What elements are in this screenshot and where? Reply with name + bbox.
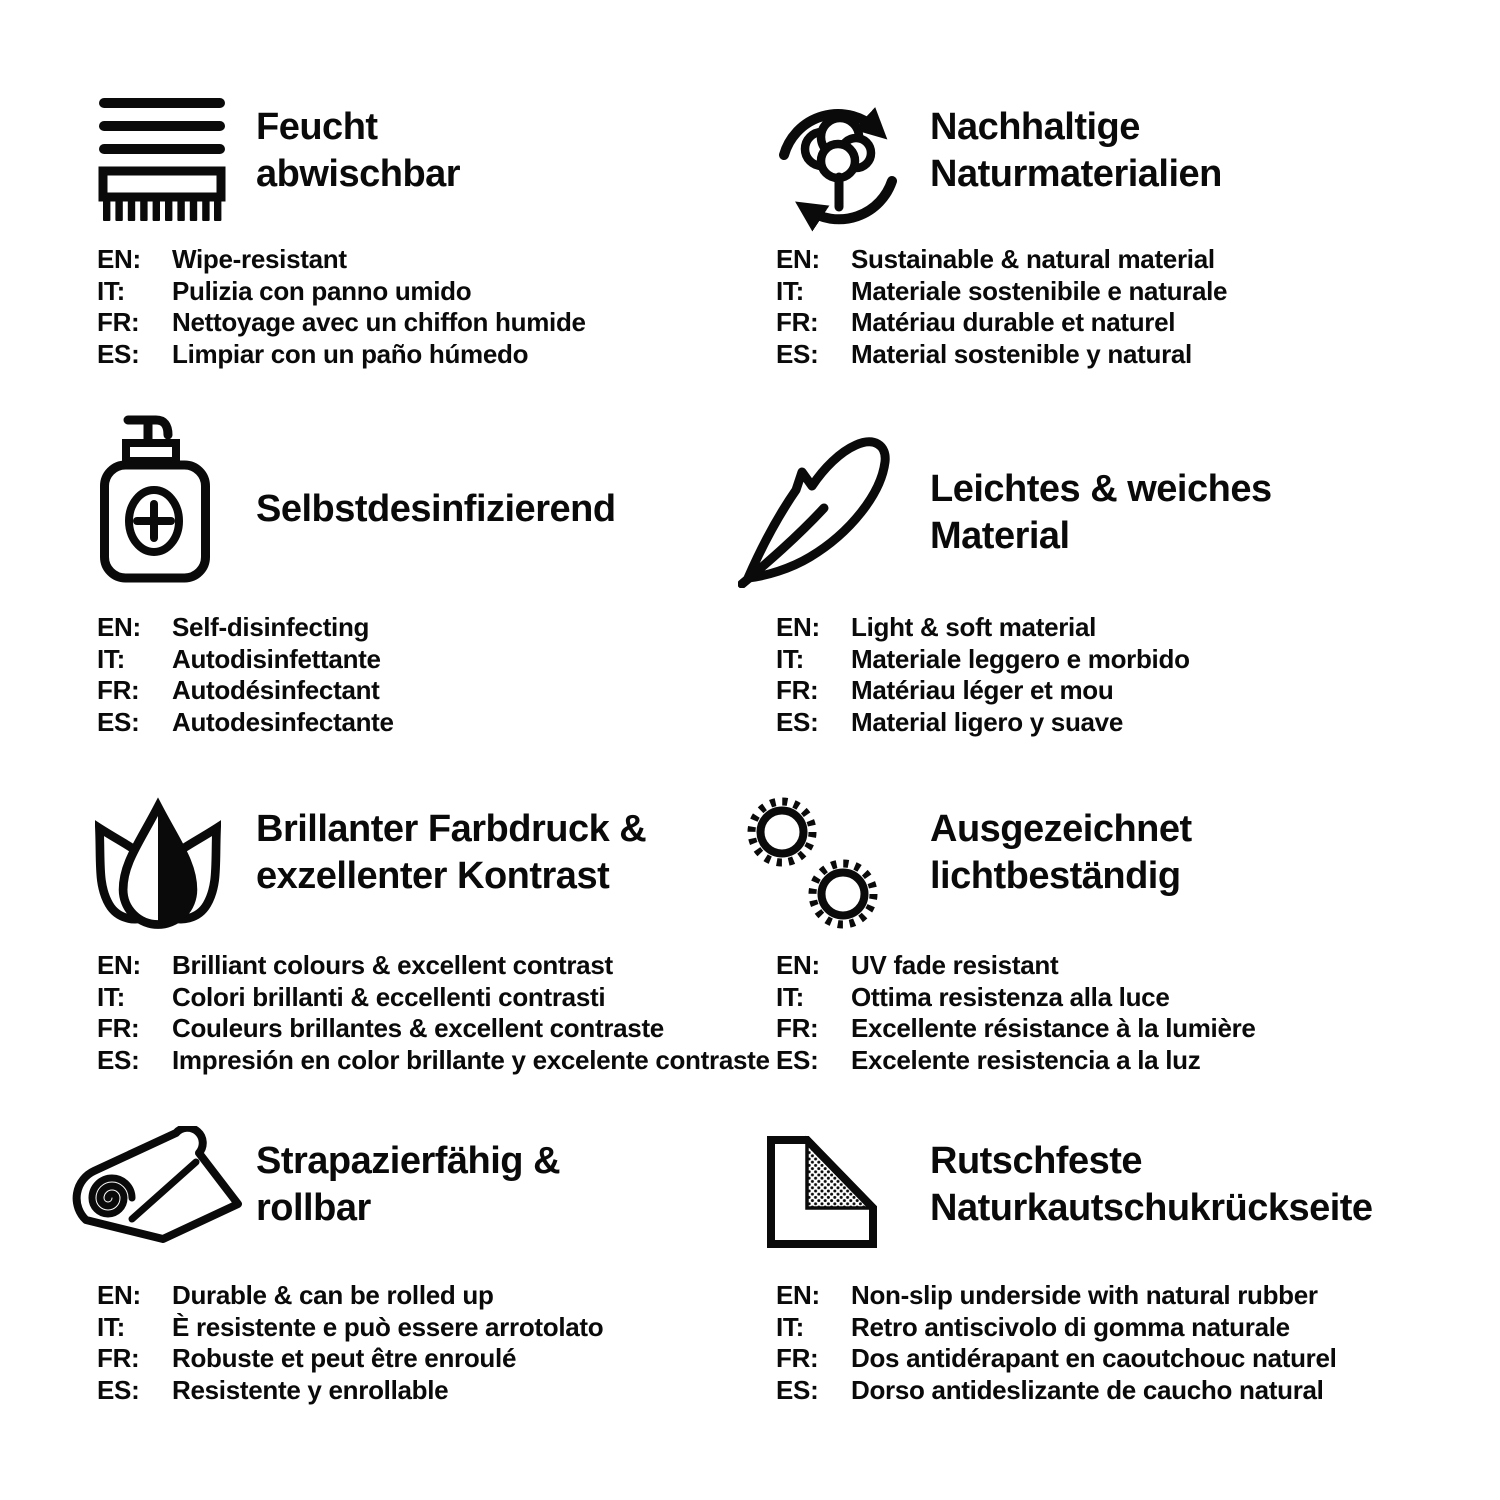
language-label: ES: (776, 1045, 819, 1076)
language-label: IT: (97, 643, 125, 674)
translation-text: Ottima resistenza alla luce (851, 981, 1170, 1012)
translation-row (776, 707, 1190, 739)
feature-title: Ausgezeichnet lichtbeständig (930, 808, 1192, 897)
brush-wipe-icon (97, 95, 227, 223)
language-label: EN: (97, 612, 141, 642)
translation-text: Couleurs brillantes & excellent contraste (172, 1013, 664, 1044)
translation-row (776, 1013, 1256, 1045)
translation-row (97, 675, 394, 707)
translation-list (97, 950, 770, 1077)
language-label: IT: (776, 1311, 804, 1342)
language-label: FR: (776, 1013, 819, 1044)
translation-row (97, 307, 586, 339)
translation-text: Autodesinfectante (172, 707, 394, 738)
language-label: IT: (97, 981, 125, 1012)
feature-title: Brillanter Farbdruck & exzellenter Kontrast (256, 808, 647, 897)
translation-text: Retro antiscivolo di gomma naturale (851, 1311, 1290, 1342)
translation-text: Dorso antideslizante de caucho natural (851, 1375, 1324, 1406)
translation-row (97, 612, 394, 644)
translation-text: Materiale leggero e morbido (851, 643, 1190, 674)
recycle-tree-icon (772, 93, 904, 237)
language-label: ES: (776, 707, 819, 738)
language-label: IT: (776, 275, 804, 306)
translation-row (776, 1280, 1337, 1312)
translation-row (776, 339, 1227, 371)
language-label: FR: (776, 1343, 819, 1374)
language-label: IT: (97, 275, 125, 306)
translation-row (97, 707, 394, 739)
translation-text: Matériau léger et mou (851, 675, 1114, 706)
translation-row (776, 644, 1190, 676)
feather-icon (738, 428, 898, 588)
translation-list (776, 244, 1227, 371)
language-label: FR: (97, 307, 140, 338)
translation-text: Colori brillanti & eccellenti contrasti (172, 981, 606, 1012)
translation-row (97, 1045, 770, 1077)
translation-text: Wipe-resistant (172, 244, 347, 274)
translation-text: Nettoyage avec un chiffon humide (172, 307, 586, 338)
translation-list (776, 950, 1256, 1077)
translation-row (776, 276, 1227, 308)
feature-title: Strapazierfähig & rollbar (256, 1140, 561, 1229)
ink-drops-icon (95, 792, 221, 934)
language-label: FR: (776, 307, 819, 338)
feature-title: Leichtes & weiches Material (930, 468, 1272, 557)
translation-row (97, 1375, 603, 1407)
translation-list (776, 1280, 1337, 1407)
translation-text: Excelente resistencia a la luz (851, 1045, 1201, 1076)
feature-title: Feucht abwischbar (256, 106, 461, 195)
translation-row (776, 244, 1227, 276)
translation-row (776, 307, 1227, 339)
language-label: FR: (97, 675, 140, 706)
translation-text: Pulizia con panno umido (172, 275, 472, 306)
language-label: EN: (776, 244, 820, 274)
translation-text: Impresión en color brillante y excelente contraste (172, 1045, 770, 1076)
translation-row (776, 612, 1190, 644)
language-label: FR: (97, 1343, 140, 1374)
language-label: EN: (776, 950, 820, 980)
language-label: IT: (97, 1311, 125, 1342)
translation-text: Materiale sostenibile e naturale (851, 275, 1228, 306)
translation-list (97, 612, 394, 739)
translation-row (776, 1045, 1256, 1077)
translation-row (776, 1375, 1337, 1407)
translation-row (776, 982, 1256, 1014)
language-label: ES: (776, 1375, 819, 1406)
language-label: ES: (97, 1375, 140, 1406)
translation-row (776, 1312, 1337, 1344)
translation-row (97, 244, 586, 276)
language-label: EN: (776, 1280, 820, 1310)
translation-text: Sustainable & natural material (851, 244, 1215, 274)
language-label: ES: (776, 339, 819, 370)
language-label: FR: (776, 675, 819, 706)
translation-text: Brilliant colours & excellent contrast (172, 950, 613, 980)
language-label: EN: (776, 612, 820, 642)
translation-row (776, 675, 1190, 707)
rolled-mat-icon (68, 1126, 243, 1248)
language-label: ES: (97, 339, 140, 370)
language-label: ES: (97, 707, 140, 738)
translation-row (776, 1343, 1337, 1375)
translation-text: Material ligero y suave (851, 707, 1124, 738)
translation-text: Matériau durable et naturel (851, 307, 1176, 338)
translation-text: Autodésinfectant (172, 675, 380, 706)
translation-text: Autodisinfettante (172, 643, 381, 674)
translation-row (97, 1343, 603, 1375)
language-label: EN: (97, 244, 141, 274)
language-label: EN: (97, 950, 141, 980)
language-label: IT: (776, 981, 804, 1012)
translation-list (97, 244, 586, 371)
translation-row (97, 276, 586, 308)
translation-text: Robuste et peut être enroulé (172, 1343, 517, 1374)
translation-text: È resistente e può essere arrotolato (172, 1311, 604, 1342)
feature-title: Rutschfeste Naturkautschukrückseite (930, 1140, 1373, 1229)
feature-title: Nachhaltige Naturmaterialien (930, 106, 1222, 195)
translation-text: Material sostenible y natural (851, 339, 1192, 370)
translation-row (97, 339, 586, 371)
translation-row (97, 1312, 603, 1344)
feature-title: Selbstdesinfizierend (256, 488, 616, 530)
translation-text: Self-disinfecting (172, 612, 370, 642)
language-label: IT: (776, 643, 804, 674)
translation-text: Resistente y enrollable (172, 1375, 449, 1406)
translation-text: Light & soft material (851, 612, 1097, 642)
language-label: ES: (97, 1045, 140, 1076)
translation-text: UV fade resistant (851, 950, 1059, 980)
language-label: FR: (97, 1013, 140, 1044)
translation-text: Limpiar con un paño húmedo (172, 339, 529, 370)
translation-row (97, 950, 770, 982)
translation-list (776, 612, 1190, 739)
translation-row (97, 1280, 603, 1312)
translation-text: Durable & can be rolled up (172, 1280, 494, 1310)
language-label: EN: (97, 1280, 141, 1310)
translation-row (97, 1013, 770, 1045)
translation-text: Dos antidérapant en caoutchouc naturel (851, 1343, 1337, 1374)
translation-list (97, 1280, 603, 1407)
mat-corner-icon (766, 1135, 878, 1249)
sun-gears-icon (746, 795, 879, 931)
translation-row (97, 982, 770, 1014)
translation-text: Non-slip underside with natural rubber (851, 1280, 1318, 1310)
translation-row (97, 644, 394, 676)
translation-row (776, 950, 1256, 982)
soap-dispenser-icon (100, 413, 210, 583)
translation-text: Excellente résistance à la lumière (851, 1013, 1256, 1044)
